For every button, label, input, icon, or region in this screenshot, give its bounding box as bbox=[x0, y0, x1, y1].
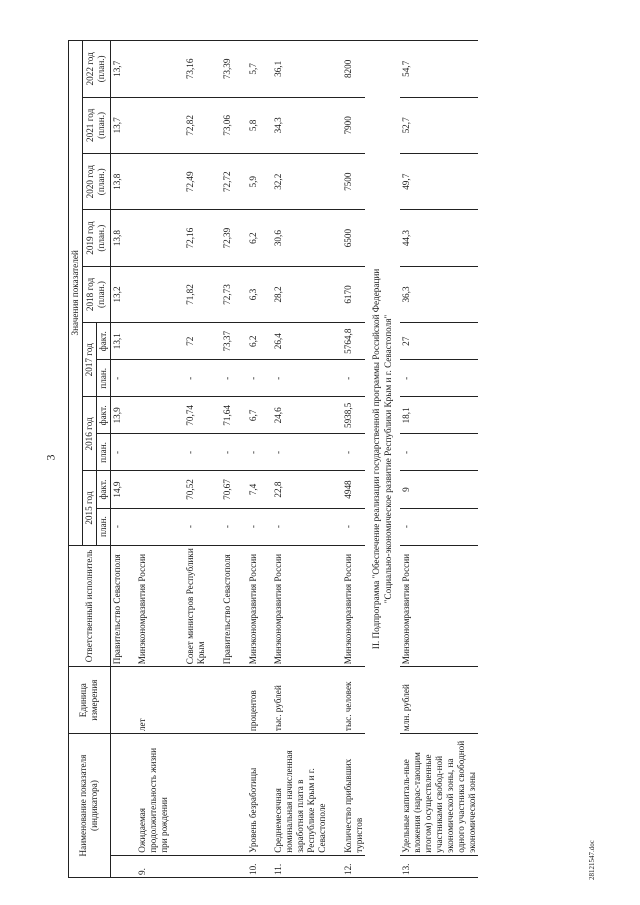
value-cell bbox=[123, 508, 171, 545]
value-cell: 4948 bbox=[329, 471, 366, 508]
header-2019: 2019 год (план.) bbox=[82, 210, 110, 266]
value-cell: - bbox=[110, 360, 123, 397]
table-row bbox=[234, 41, 260, 878]
value-cell: - bbox=[400, 508, 478, 545]
value-cell: 71,64 bbox=[208, 397, 234, 434]
table-header bbox=[69, 41, 111, 878]
header-2020: 2020 год (план.) bbox=[82, 154, 110, 210]
header-2017-fact: факт. bbox=[96, 323, 110, 360]
value-cell: - bbox=[171, 434, 208, 471]
value-cell: - bbox=[208, 508, 234, 545]
unit-cell: млн. рублей bbox=[400, 667, 478, 734]
subprogram-line-2: "Социально-экономическое развитие Республики Крым и г. Севастополя" bbox=[382, 314, 393, 604]
unit-cell: лет bbox=[123, 667, 171, 734]
value-cell: 73,39 bbox=[208, 41, 234, 98]
row-number: 11. bbox=[259, 855, 328, 877]
footer-code: 28121547.doc bbox=[588, 840, 596, 880]
value-cell: 5,7 bbox=[234, 41, 260, 98]
value-cell: 24,6 bbox=[259, 397, 328, 434]
value-cell: 7,4 bbox=[234, 471, 260, 508]
value-cell: 36,3 bbox=[400, 266, 478, 322]
indicator-name: Ожидаемая продолжительность жизни при рождении bbox=[123, 734, 171, 856]
value-cell: 5,9 bbox=[234, 154, 260, 210]
executor-cell: Минэкономразвития России bbox=[234, 545, 260, 667]
executor-cell: Правительство Севастополя bbox=[110, 545, 123, 667]
table-row bbox=[123, 41, 171, 878]
value-cell: 13,2 bbox=[110, 266, 123, 322]
indicator-name: Удельные капиталь-ные вложения (нарас-тающим итогом) осуществленные участниками свобод-ной экономической зоны, на одного участника свободной экономической зоны bbox=[400, 734, 478, 856]
header-unit: Единица измерения bbox=[69, 667, 111, 734]
value-cell: 54,7 bbox=[400, 41, 478, 98]
row-number: 10. bbox=[234, 855, 260, 877]
unit-cell bbox=[110, 667, 123, 734]
value-cell bbox=[123, 154, 171, 210]
row-number: 13. bbox=[400, 855, 478, 877]
executor-cell: Совет министров Республики Крым bbox=[171, 545, 208, 667]
unit-cell bbox=[208, 667, 234, 734]
header-2015-fact: факт. bbox=[96, 471, 110, 508]
value-cell: - bbox=[259, 434, 328, 471]
value-cell bbox=[123, 266, 171, 322]
value-cell: 27 bbox=[400, 323, 478, 360]
value-cell: - bbox=[259, 508, 328, 545]
value-cell: - bbox=[400, 360, 478, 397]
value-cell: 13,8 bbox=[110, 210, 123, 266]
value-cell bbox=[123, 97, 171, 153]
value-cell: 6,7 bbox=[234, 397, 260, 434]
value-cell: 14,9 bbox=[110, 471, 123, 508]
value-cell: - bbox=[208, 360, 234, 397]
table-body bbox=[110, 41, 478, 878]
value-cell: 44,3 bbox=[400, 210, 478, 266]
header-2016: 2016 год bbox=[82, 397, 96, 471]
value-cell: - bbox=[259, 360, 328, 397]
unit-cell bbox=[171, 667, 208, 734]
value-cell: - bbox=[400, 434, 478, 471]
value-cell: 70,67 bbox=[208, 471, 234, 508]
header-values: Значения показателей bbox=[69, 41, 83, 546]
indicator-name bbox=[208, 734, 234, 856]
value-cell: 18,1 bbox=[400, 397, 478, 434]
row-number: 12. bbox=[329, 855, 366, 877]
value-cell bbox=[123, 434, 171, 471]
value-cell: - bbox=[110, 508, 123, 545]
value-cell: 73,06 bbox=[208, 97, 234, 153]
table-row bbox=[400, 41, 478, 878]
value-cell: 72,72 bbox=[208, 154, 234, 210]
subprogram-line-1: II. Подпрограмма "Обеспечение реализации государственной программы Российской Федерации bbox=[371, 268, 382, 650]
table-row bbox=[171, 41, 208, 878]
value-cell: - bbox=[234, 360, 260, 397]
value-cell: 7500 bbox=[329, 154, 366, 210]
value-cell: 13,7 bbox=[110, 41, 123, 98]
value-cell: 28,2 bbox=[259, 266, 328, 322]
value-cell: - bbox=[329, 434, 366, 471]
value-cell: 71,82 bbox=[171, 266, 208, 322]
value-cell: 6,2 bbox=[234, 210, 260, 266]
subprogram-row bbox=[365, 41, 400, 878]
header-2021: 2021 год (план.) bbox=[82, 97, 110, 153]
value-cell: 6,3 bbox=[234, 266, 260, 322]
value-cell: 52,7 bbox=[400, 97, 478, 153]
header-2022: 2022 год (план.) bbox=[82, 41, 110, 98]
header-name: Наименование показателя (индикатора) bbox=[69, 734, 111, 878]
unit-cell: тыс. рублей bbox=[259, 667, 328, 734]
value-cell: 13,8 bbox=[110, 154, 123, 210]
indicator-name: Уровень безработицы bbox=[234, 734, 260, 856]
executor-cell: Минэкономразвития России bbox=[259, 545, 328, 667]
indicator-name bbox=[171, 734, 208, 856]
value-cell bbox=[123, 397, 171, 434]
value-cell bbox=[123, 323, 171, 360]
value-cell: 70,52 bbox=[171, 471, 208, 508]
table-row bbox=[110, 41, 123, 878]
value-cell: 72,39 bbox=[208, 210, 234, 266]
value-cell: 32,2 bbox=[259, 154, 328, 210]
value-cell: 36,1 bbox=[259, 41, 328, 98]
row-number: 9. bbox=[123, 855, 171, 877]
value-cell: 13,1 bbox=[110, 323, 123, 360]
row-number bbox=[171, 855, 208, 877]
value-cell bbox=[123, 360, 171, 397]
value-cell bbox=[123, 471, 171, 508]
value-cell: 72,16 bbox=[171, 210, 208, 266]
unit-cell: тыс. человек bbox=[329, 667, 366, 734]
table-row bbox=[329, 41, 366, 878]
value-cell: 70,74 bbox=[171, 397, 208, 434]
value-cell: 26,4 bbox=[259, 323, 328, 360]
value-cell: 73,16 bbox=[171, 41, 208, 98]
value-cell: 34,3 bbox=[259, 97, 328, 153]
value-cell: 6500 bbox=[329, 210, 366, 266]
value-cell: 30,6 bbox=[259, 210, 328, 266]
page-number: 3 bbox=[43, 454, 58, 461]
header-2015: 2015 год bbox=[82, 471, 96, 545]
executor-cell: Минэкономразвития России bbox=[400, 545, 478, 667]
value-cell: - bbox=[329, 508, 366, 545]
table-row bbox=[259, 41, 328, 878]
table-row bbox=[208, 41, 234, 878]
value-cell: - bbox=[171, 360, 208, 397]
value-cell: - bbox=[208, 434, 234, 471]
indicator-name: Среднемесячная номинальная начисленная заработная плата в Республике Крым и г. Севастополе bbox=[259, 734, 328, 856]
value-cell: 8200 bbox=[329, 41, 366, 98]
value-cell: 13,7 bbox=[110, 97, 123, 153]
value-cell: 72,82 bbox=[171, 97, 208, 153]
value-cell bbox=[123, 210, 171, 266]
rotated-table-container bbox=[68, 40, 616, 878]
header-2018: 2018 год (план.) bbox=[82, 266, 110, 322]
value-cell: 49,7 bbox=[400, 154, 478, 210]
value-cell: 5938,5 bbox=[329, 397, 366, 434]
value-cell bbox=[123, 41, 171, 98]
value-cell: 73,37 bbox=[208, 323, 234, 360]
header-2016-fact: факт. bbox=[96, 397, 110, 434]
value-cell: - bbox=[171, 508, 208, 545]
header-2017-plan: план. bbox=[96, 360, 110, 397]
indicator-name: Количество прибывших туристов bbox=[329, 734, 366, 856]
header-2016-plan: план. bbox=[96, 434, 110, 471]
executor-cell: Минэкономразвития России bbox=[123, 545, 171, 667]
header-executor: Ответственный исполнитель bbox=[69, 545, 111, 667]
value-cell: 6170 bbox=[329, 266, 366, 322]
subprogram-heading bbox=[365, 41, 400, 878]
value-cell: 72,49 bbox=[171, 154, 208, 210]
header-2017: 2017 год bbox=[82, 323, 96, 397]
executor-cell: Минэкономразвития России bbox=[329, 545, 366, 667]
executor-cell: Правительство Севастополя bbox=[208, 545, 234, 667]
value-cell: 5,8 bbox=[234, 97, 260, 153]
row-number bbox=[208, 855, 234, 877]
unit-cell: процентов bbox=[234, 667, 260, 734]
value-cell: 72,73 bbox=[208, 266, 234, 322]
header-2015-plan: план. bbox=[96, 508, 110, 545]
value-cell: 72 bbox=[171, 323, 208, 360]
indicator-name bbox=[110, 734, 123, 856]
row-number bbox=[110, 855, 123, 877]
value-cell: 9 bbox=[400, 471, 478, 508]
value-cell: - bbox=[329, 360, 366, 397]
value-cell: 6,2 bbox=[234, 323, 260, 360]
value-cell: 7900 bbox=[329, 97, 366, 153]
value-cell: 13,9 bbox=[110, 397, 123, 434]
value-cell: - bbox=[234, 434, 260, 471]
indicators-table bbox=[68, 40, 478, 878]
value-cell: - bbox=[234, 508, 260, 545]
value-cell: 5764,8 bbox=[329, 323, 366, 360]
value-cell: 22,8 bbox=[259, 471, 328, 508]
value-cell: - bbox=[110, 434, 123, 471]
